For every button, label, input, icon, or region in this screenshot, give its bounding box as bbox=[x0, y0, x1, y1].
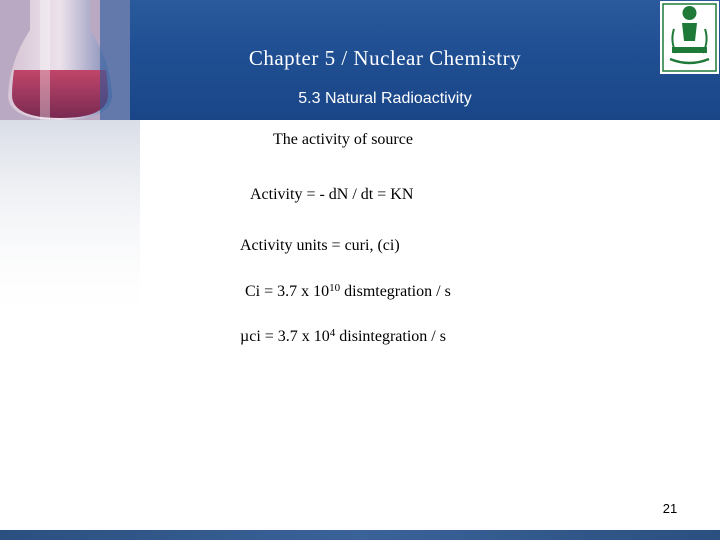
microcurie-exponent: 4 bbox=[329, 327, 336, 339]
curie-exponent: 10 bbox=[329, 282, 341, 294]
activity-units: Activity units = curi, (ci) bbox=[240, 237, 400, 254]
footer-bar bbox=[0, 530, 720, 540]
microcurie-definition-unit: disintegration / s bbox=[335, 328, 446, 345]
microcurie-definition bbox=[240, 328, 446, 346]
slide-subtitle: 5.3 Natural Radioactivity bbox=[298, 90, 472, 107]
slide-title: Chapter 5 / Nuclear Chemistry bbox=[248, 46, 522, 70]
page-number: 21 bbox=[662, 501, 678, 516]
activity-heading: The activity of source bbox=[273, 131, 413, 148]
slide-header bbox=[0, 0, 720, 120]
university-seal-icon bbox=[660, 1, 719, 74]
activity-formula: Activity = - dN / dt = KN bbox=[250, 186, 414, 203]
microcurie-definition-text: µci = 3.7 x 10 bbox=[240, 328, 330, 345]
curie-definition-unit: dismtegration / s bbox=[340, 283, 451, 300]
curie-definition-text: Ci = 3.7 x 10 bbox=[245, 283, 330, 300]
flask-icon bbox=[0, 0, 130, 120]
decorative-flask-reflection bbox=[0, 120, 140, 330]
curie-definition bbox=[245, 283, 451, 301]
